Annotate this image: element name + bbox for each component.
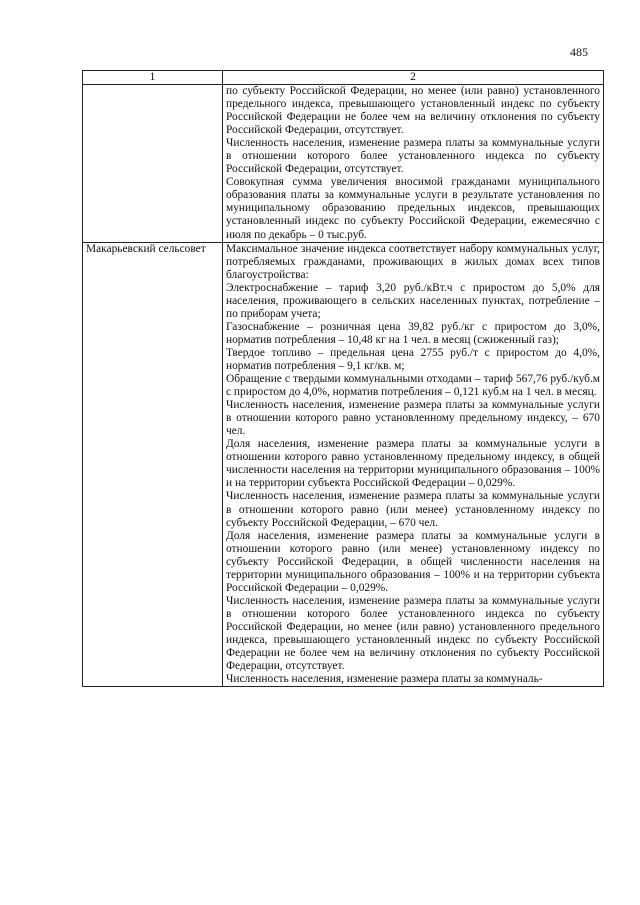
paragraph: Совокупная сумма увеличения вносимой гражданами муниципального образования платы за коммунальные услуги в результате установления по муниципальному образованию предельных индексов, превышающих установленный индекс по субъекту Российской Федерации, ежемесячно с июля по декабрь – 0 тыс.руб. bbox=[226, 176, 600, 241]
region-name: Макарьевский сельсовет bbox=[86, 242, 206, 255]
description-cell bbox=[223, 85, 604, 243]
table-row bbox=[83, 242, 604, 687]
region-cell bbox=[83, 85, 223, 243]
paragraph: Максимальное значение индекса соответствует набору коммунальных услуг, потребляемых гражданами, проживающих в жилых домах всех типов благоустройства: bbox=[226, 242, 600, 281]
column-header-1: 1 bbox=[83, 71, 223, 85]
paragraph: Электроснабжение – тариф 3,20 руб./кВт.ч с приростом до 5,0% для населения, проживающего в сельских населенных пунктах, потребление – по приборам учета; bbox=[226, 281, 600, 320]
column-header-2: 2 bbox=[223, 71, 604, 85]
paragraph-cut-off: Численность населения, изменение размера платы за коммуналь- bbox=[226, 673, 543, 686]
paragraph: по субъекту Российской Федерации, но менее (или равно) установленного предельного индекса, превышающего установленный индекс по субъекту Российской Федерации не более чем на величину отклонения по субъекту Российской Федерации, отсутствует. bbox=[226, 85, 600, 137]
table-header-row bbox=[83, 71, 604, 85]
table-row bbox=[83, 85, 604, 243]
paragraph: Численность населения, изменение размера платы за коммунальные услуги в отношении которого равно установленному предельному индексу, – 670 чел. bbox=[226, 399, 600, 438]
page-number: 485 bbox=[570, 45, 588, 59]
paragraph: Твердое топливо – предельная цена 2755 руб./т с приростом до 4,0%, норматив потребления – 9,1 кг/кв. м; bbox=[226, 346, 600, 372]
paragraph: Доля населения, изменение размера платы за коммунальные услуги в отношении которого равно (или менее) установленному индексу по субъекту Российской Федерации, в общей численности населения на территории муниципального образования – 100% и на территории субъекта Российской Федерации – 0,029%. bbox=[226, 529, 600, 594]
paragraph: Численность населения, изменение размера платы за коммунальные услуги в отношении которого равно (или менее) установленному индексу по субъекту Российской Федерации, – 670 чел. bbox=[226, 490, 600, 529]
paragraph: Газоснабжение – розничная цена 39,82 руб./кг с приростом до 3,0%, норматив потребления – 10,48 кг на 1 чел. в месяц (сжиженный газ); bbox=[226, 320, 600, 346]
tariff-table bbox=[82, 70, 604, 687]
description-cell bbox=[223, 242, 604, 687]
paragraph: Обращение с твердыми коммунальными отходами – тариф 567,76 руб./куб.м с приростом до 4,0%, норматив потребления – 0,121 куб.м на 1 чел. в месяц. bbox=[226, 373, 600, 399]
region-cell bbox=[83, 242, 223, 687]
paragraph: Численность населения, изменение размера платы за коммунальные услуги в отношении которого более установленного индекса по субъекту Российской Федерации, но менее (или равно) установленного предельного индекса, превышающего установленный индекс по субъекту Российской Федерации не более чем на величину отклонения по субъекту Российской Федерации, отсутствует. bbox=[226, 594, 600, 673]
paragraph: Доля населения, изменение размера платы за коммунальные услуги в отношении которого равно установленному предельному индексу, в общей численности населения на территории муниципального образования – 100% и на территории субъекта Российской Федерации – 0,029%. bbox=[226, 438, 600, 490]
paragraph: Численность населения, изменение размера платы за коммунальные услуги в отношении которого более установленного индекса по субъекту Российской Федерации, отсутствует. bbox=[226, 137, 600, 176]
